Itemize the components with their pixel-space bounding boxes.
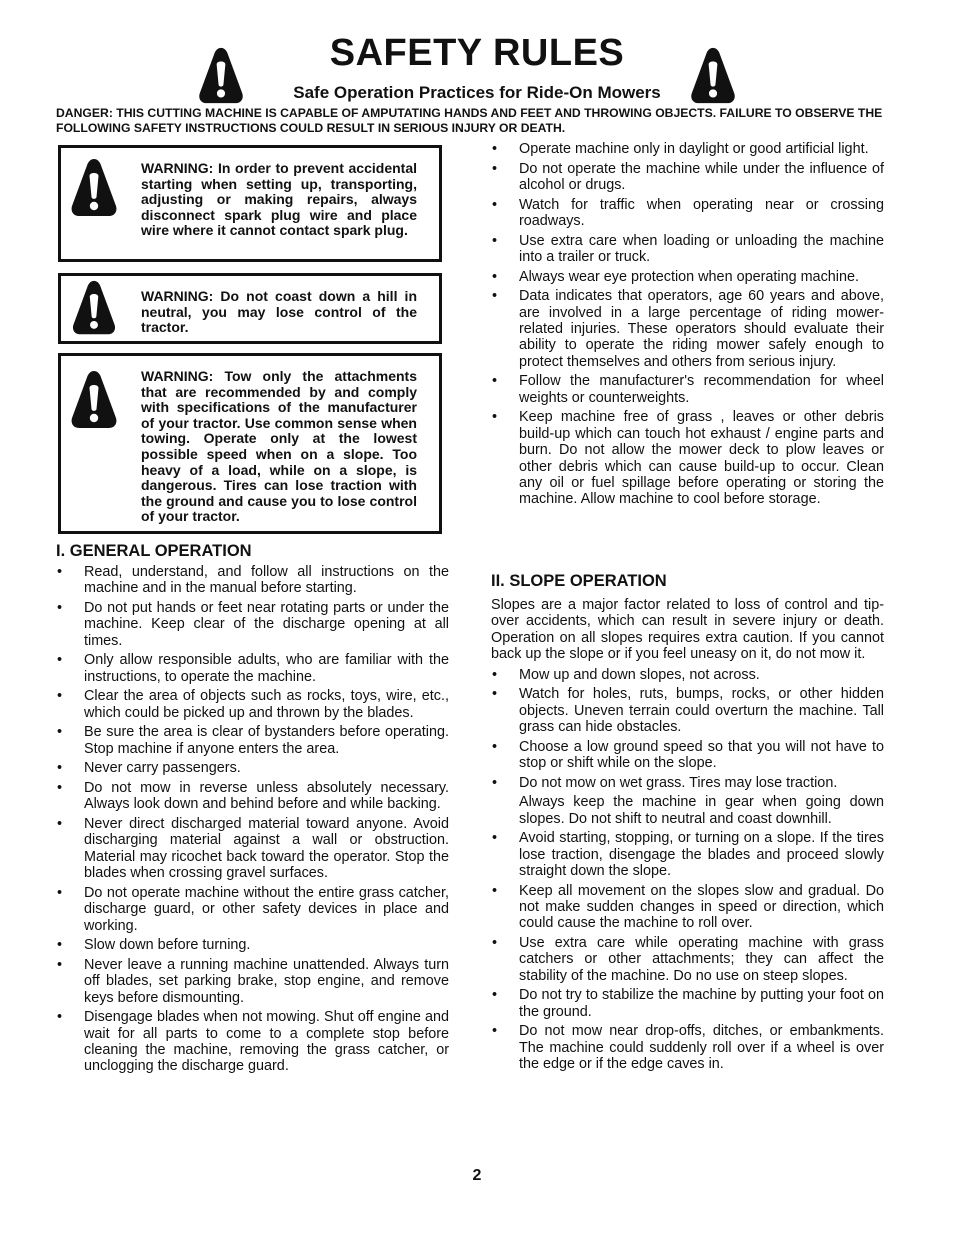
list-item: • Clear the area of objects such as rocks, toys, wire, etc., which could be picked up and thrown by the blades. — [56, 688, 449, 721]
list-item: • Follow the manufacturer's recommendation for wheel weights or counterweights. — [491, 373, 884, 406]
list-item: • Do not mow on wet grass. Tires may lose traction. — [491, 775, 884, 791]
list-item: • Do not operate the machine while under the influence of alcohol or drugs. — [491, 161, 884, 194]
page-number: 2 — [472, 1167, 482, 1184]
page-title: SAFETY RULES — [329, 32, 625, 74]
list-item: • Data indicates that operators, age 60 years and above, are involved in a large percentage of riding mower-related injuries. These operators should evaluate their ability to operate the riding mower safely enough to protect themselves and others from serious injury. — [491, 288, 884, 370]
warning-box-coast — [58, 273, 442, 344]
list-item: • Do not mow in reverse unless absolutely necessary. Always look down and behind before and while backing. — [56, 780, 449, 813]
list-item: • Read, understand, and follow all instructions on the machine and in the manual before starting. — [56, 564, 449, 597]
list-item: • Slow down before turning. — [56, 937, 449, 953]
warning-box-towing — [58, 353, 442, 534]
list-item: • Never carry passengers. — [56, 760, 449, 776]
slope-operation-content — [491, 597, 884, 1076]
warning-triangle-icon — [69, 156, 119, 220]
page-subtitle: Safe Operation Practices for Ride-On Mowers — [293, 83, 661, 102]
list-item: • Never leave a running machine unattended. Always turn off blades, set parking brake, stop engine, and remove keys before dismounting. — [56, 957, 449, 1006]
section-heading-slope: II. SLOPE OPERATION — [491, 572, 667, 590]
warning-text: WARNING: Tow only the attachments that are recommended by and comply with specifications of the manufacturer of your tractor. Use common sense when towing. Operate only at the lowest possible speed when on a slope. Too heavy of a load, while on a slope, is dangerous. Tires can lose traction with the ground and cause you to lose control of your tractor. — [141, 368, 417, 525]
list-item: • Do not mow near drop-offs, ditches, or embankments. The machine could suddenly roll over if a wheel is over the edge or if the edge caves in. — [491, 1023, 884, 1072]
list-item: • Be sure the area is clear of bystanders before operating. Stop machine if anyone enters the area. — [56, 724, 449, 757]
list-item: • Watch for holes, ruts, bumps, rocks, or other hidden objects. Uneven terrain could overturn the machine. Tall grass can hide obstacles. — [491, 686, 884, 735]
list-item: • Do not put hands or feet near rotating parts or under the machine. Keep clear of the discharge opening at all times. — [56, 600, 449, 649]
operation-list-continued — [491, 141, 884, 511]
danger-statement: DANGER: THIS CUTTING MACHINE IS CAPABLE OF AMPUTATING HANDS AND FEET AND THROWING OBJECTS. FAILURE TO OBSERVE THE FOLLOWING SAFETY INSTRUCTIONS COULD RESULT IN SERIOUS INJURY OR DEATH. — [56, 106, 883, 135]
warning-text: WARNING: Do not coast down a hill in neutral, you may lose control of the tractor. — [141, 288, 417, 336]
general-operation-list — [56, 564, 449, 1078]
list-item: • Choose a low ground speed so that you will not have to stop or shift while on the slope. — [491, 739, 884, 772]
list-item: • Never direct discharged material toward anyone. Avoid discharging material against a wall or obstruction. Material may ricochet back toward the operator. Stop the blades when crossing gravel surfaces. — [56, 816, 449, 882]
warning-box-spark-plug — [58, 145, 442, 262]
warning-triangle-icon — [69, 368, 119, 432]
list-item: • Use extra care while operating machine with grass catchers or other attachments; they can affect the stability of the machine. Do no use on steep slopes. — [491, 935, 884, 984]
list-item: • Do not try to stabilize the machine by putting your foot on the ground. — [491, 987, 884, 1020]
list-item: • Operate machine only in daylight or good artificial light. — [491, 141, 884, 157]
list-item: • Only allow responsible adults, who are familiar with the instructions, to operate the machine. — [56, 652, 449, 685]
list-item: • Watch for traffic when operating near or crossing roadways. — [491, 197, 884, 230]
warning-triangle-icon — [69, 278, 119, 338]
warning-text: WARNING: In order to prevent accidental starting when setting up, transporting, adjusting or making repairs, always disconnect spark plug wire and place wire where it cannot contact spark plug. — [141, 160, 417, 239]
slope-intro: Slopes are a major factor related to loss of control and tip-over accidents, which can result in severe injury or death. Operation on all slopes requires extra caution. If you cannot back up the slope or if you feel uneasy on it, do not mow it. — [491, 597, 884, 663]
section-heading-general: I. GENERAL OPERATION — [56, 542, 252, 560]
list-item: • Avoid starting, stopping, or turning on a slope. If the tires lose traction, disengage the blades and proceed slowly straight down the slope. — [491, 830, 884, 879]
list-item: • Always wear eye protection when operating machine. — [491, 269, 884, 285]
list-item: Always keep the machine in gear when going down slopes. Do not shift to neutral and coast downhill. — [519, 794, 884, 827]
list-item: • Mow up and down slopes, not across. — [491, 667, 884, 683]
list-item: • Do not operate machine without the entire grass catcher, discharge guard, or other safety devices in place and working. — [56, 885, 449, 934]
list-item: • Disengage blades when not mowing. Shut off engine and wait for all parts to come to a complete stop before cleaning the machine, removing the grass catcher, or unclogging the discharge guard. — [56, 1009, 449, 1075]
list-item: • Keep machine free of grass , leaves or other debris build-up which can touch hot exhaust / engine parts and burn. Do not allow the mower deck to plow leaves or other debris which can cause build-up to occur. Clean any oil or fuel spillage before operating or storing the machine. Allow machine to cool before storage. — [491, 409, 884, 507]
list-item: • Keep all movement on the slopes slow and gradual. Do not make sudden changes in speed or direction, which could cause the machine to roll over. — [491, 883, 884, 932]
list-item: • Use extra care when loading or unloading the machine into a trailer or truck. — [491, 233, 884, 266]
